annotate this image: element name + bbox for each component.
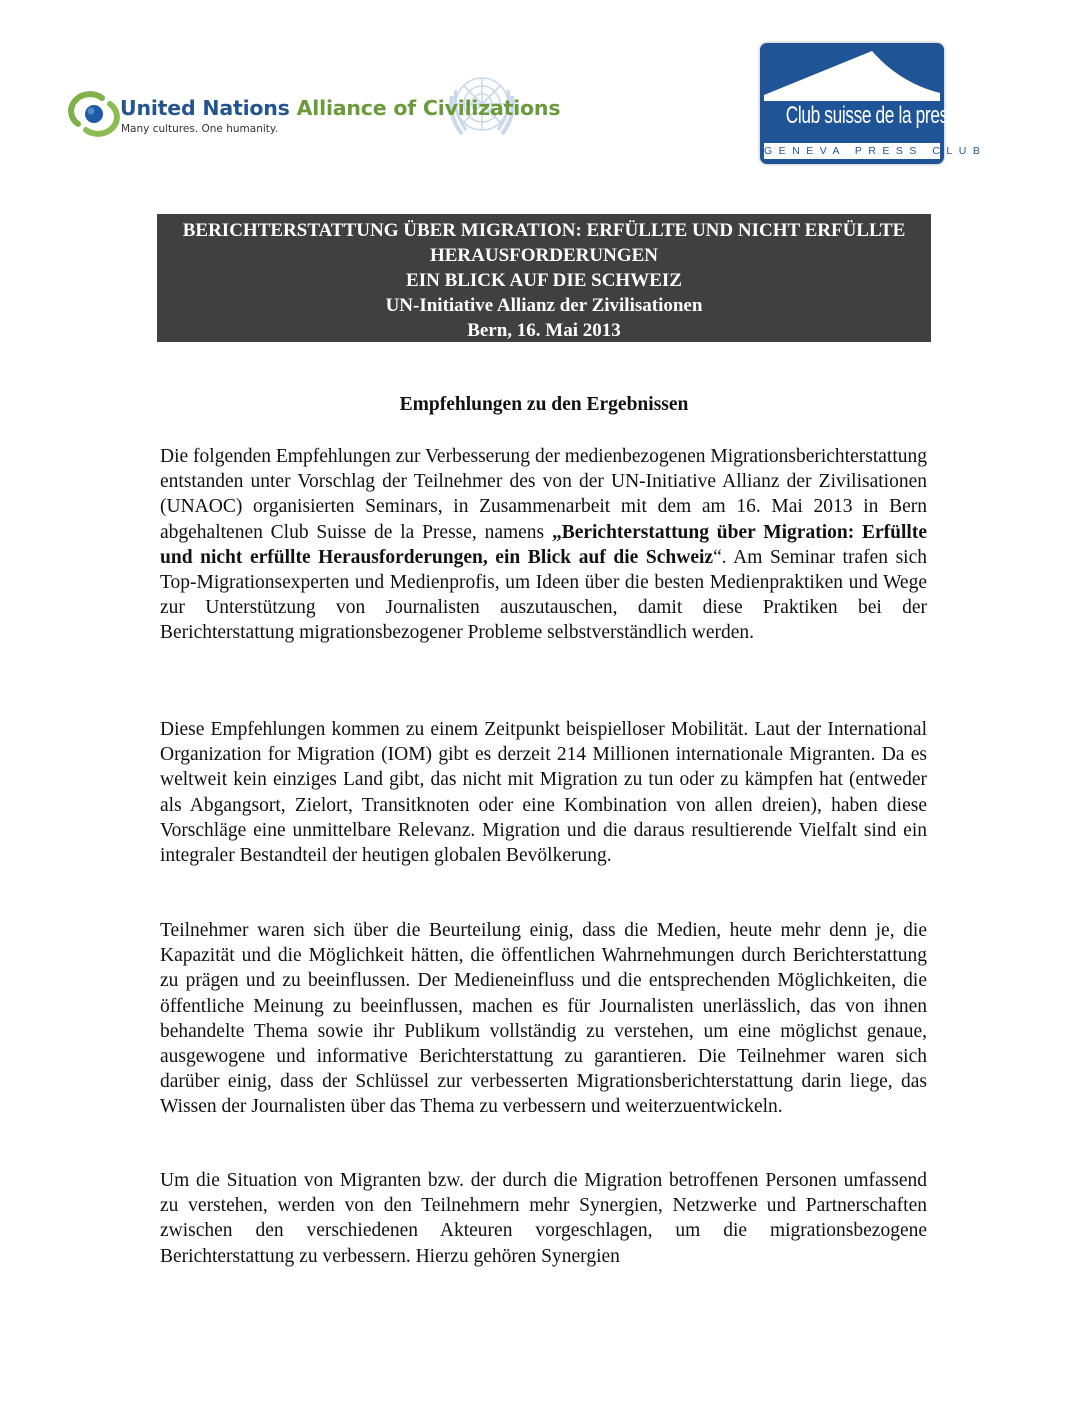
section-heading: Empfehlungen zu den Ergebnissen xyxy=(399,394,689,415)
unaoc-name xyxy=(120,96,560,120)
seminar-title: „Berichterstattung über Migration: Erfüllte und nicht erfüllte Herausforderungen, ein Blick auf die Schweiz xyxy=(160,521,927,568)
paragraph-3: Teilnehmer waren sich über die Beurteilung einig, dass die Medien, heute mehr denn je, die Kapazität und die Möglichkeit hätten, die öffentlichen Wahrnehmungen durch Berichterstattung zu prägen und zu beeinflussen. Der Medieneinfluss und die entsprechenden Möglichkeiten, die öffentliche Meinung zu beeinflussen, machen es für Journalisten unerlässlich, das von ihnen behandelte Thema sowie ihr Publikum vollständig zu verstehen, um eine möglichst genaue, ausgewogene und informative Berichterstattung zu garantieren. Die Teilnehmer waren sich darüber einig, dass der Schlüssel zur verbesserten Migrationsberichterstattung darin liege, das Wissen der Journalisten über das Thema zu verbessern und weiterzuentwickeln. xyxy=(160,920,927,1118)
banner-line-4: UN-Initiative Allianz der Zivilisationen xyxy=(385,295,703,316)
club-suisse-name: Club suisse de la presse xyxy=(785,102,966,129)
banner-line-5: Bern, 16. Mai 2013 xyxy=(467,320,621,341)
unaoc-globe-icon xyxy=(72,94,116,134)
paragraph-1-intro: Die folgenden Empfehlungen zur Verbesserung der medienbezogenen Migrationsberichterstattung entstanden unter Vorschlag der Teilnehmer des von der UN-Initiative Allianz der Zivilisationen (UNAOC) organisierten Seminars, in Zusammenarbeit mit dem am 16. Mai 2013 in Bern abgehaltenen Club Suisse de la Presse, namens xyxy=(160,446,927,543)
title-banner xyxy=(157,214,931,342)
paragraph-1 xyxy=(160,444,927,646)
banner-line-2: HERAUSFORDERUNGEN xyxy=(429,245,659,266)
unaoc-name-part2: Alliance of Civilizations xyxy=(296,96,561,120)
paragraph-1-rest: “. Am Seminar trafen sich Top-Migrationsexperten und Medienprofis, um Ideen über die besten Medienpraktiken und Wege zur Unterstützung von Journalisten auszutauschen, damit diese Praktiken bei der Berichterstattung migrationsbezogener Probleme selbstverständlich werden. xyxy=(160,546,927,644)
paragraph-4: Um die Situation von Migranten bzw. der durch die Migration betroffenen Personen umfassend zu verstehen, werden von den Teilnehmern mehr Synergien, Netzwerke und Partnerschaften zwischen den verschiedenen Akteuren vorgeschlagen, um die migrationsbezogene Berichterstattung zu verbessern. Hierzu gehören Synergien xyxy=(160,1170,927,1267)
club-suisse-logo xyxy=(760,43,987,164)
paragraph-2: Diese Empfehlungen kommen zu einem Zeitpunkt beispielloser Mobilität. Laut der International Organization for Migration (IOM) gibt es derzeit 214 Millionen internationale Migranten. Da es weltweit kein einziges Land gibt, das nicht mit Migration zu tun oder zu kämpfen hat (entweder als Abgangsort, Zielort, Transitknoten oder eine Kombination von allen dreien), haben diese Vorschläge eine unmittelbare Relevanz. Migration und die daraus resultierende Vielfalt sind ein integraler Bestandteil der heutigen globalen Bevölkerung. xyxy=(160,719,927,867)
banner-line-3: EIN BLICK AUF DIE SCHWEIZ xyxy=(406,270,682,291)
banner-line-1: BERICHTERSTATTUNG ÜBER MIGRATION: ERFÜLLTE UND NICHT ERFÜLLTE xyxy=(182,220,906,241)
unaoc-tagline: Many cultures. One humanity. xyxy=(121,123,278,135)
geneva-press-club-band: GENEVA PRESS CLUB xyxy=(764,145,987,157)
unaoc-logo xyxy=(70,66,561,146)
unaoc-name-part1: United Nations xyxy=(120,96,290,120)
roof-icon xyxy=(760,43,944,103)
